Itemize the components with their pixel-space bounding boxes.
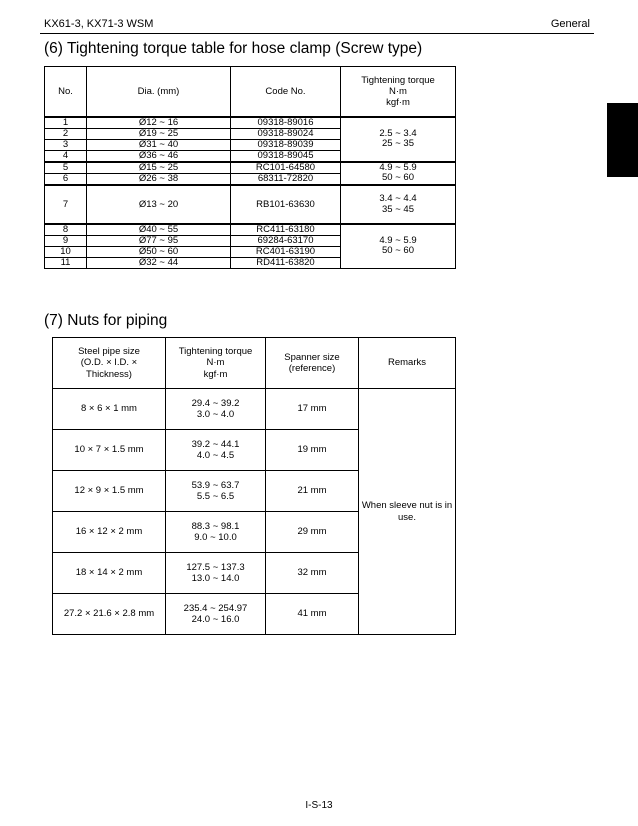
- table-row: [45, 162, 456, 174]
- table-row: [53, 389, 456, 430]
- row-spanner: 19 mm: [266, 430, 359, 471]
- row-dia: Ø40 ~ 55: [87, 224, 231, 236]
- row-code: 09318-89024: [231, 128, 341, 139]
- header-no: No.: [45, 67, 87, 117]
- table-row: [45, 185, 456, 224]
- row-torque: 29.4 ~ 39.2 3.0 ~ 4.0: [166, 389, 266, 430]
- row-code: 68311-72820: [231, 173, 341, 185]
- row-code: RC401-63190: [231, 246, 341, 257]
- header-section: General: [550, 18, 590, 30]
- row-code: RC411-63180: [231, 224, 341, 236]
- section-tab-marker: [607, 103, 638, 177]
- row-torque: 2.5 ~ 3.4 25 ~ 35: [341, 117, 456, 162]
- table-header-row: [53, 338, 456, 389]
- table-row: [45, 117, 456, 129]
- row-code: 69284-63170: [231, 235, 341, 246]
- row-torque: 39.2 ~ 44.1 4.0 ~ 4.5: [166, 430, 266, 471]
- row-torque: 4.9 ~ 5.9 50 ~ 60: [341, 224, 456, 269]
- row-spanner: 21 mm: [266, 471, 359, 512]
- header-dia: Dia. (mm): [87, 67, 231, 117]
- row-no: 5: [45, 162, 87, 174]
- row-no: 7: [45, 185, 87, 224]
- header-title: KX61-3, KX71-3 WSM: [44, 18, 154, 30]
- header-torque: Tightening torque N·m kgf·m: [341, 67, 456, 117]
- row-no: 2: [45, 128, 87, 139]
- piping-nuts-table: [52, 337, 456, 635]
- page-number: I-S-13: [305, 800, 333, 811]
- row-code: RC101-64580: [231, 162, 341, 174]
- row-code: RB101-63630: [231, 185, 341, 224]
- table-header-row: [45, 67, 456, 117]
- row-pipe-size: 10 × 7 × 1.5 mm: [53, 430, 166, 471]
- row-dia: Ø36 ~ 46: [87, 150, 231, 162]
- section7-title: (7) Nuts for piping: [44, 312, 168, 329]
- row-torque: 4.9 ~ 5.9 50 ~ 60: [341, 162, 456, 185]
- remarks-cell: When sleeve nut is in use.: [359, 389, 456, 635]
- row-torque: 88.3 ~ 98.1 9.0 ~ 10.0: [166, 512, 266, 553]
- row-dia: Ø12 ~ 16: [87, 117, 231, 129]
- row-spanner: 41 mm: [266, 594, 359, 635]
- row-no: 3: [45, 139, 87, 150]
- header-pipe-size: Steel pipe size (O.D. × I.D. × Thickness): [53, 338, 166, 389]
- row-code: 09318-89039: [231, 139, 341, 150]
- row-dia: Ø77 ~ 95: [87, 235, 231, 246]
- row-dia: Ø15 ~ 25: [87, 162, 231, 174]
- header-torque: Tightening torque N·m kgf·m: [166, 338, 266, 389]
- header-spanner: Spanner size (reference): [266, 338, 359, 389]
- table-row: [45, 224, 456, 236]
- row-spanner: 29 mm: [266, 512, 359, 553]
- row-code: 09318-89016: [231, 117, 341, 129]
- header-rule: [40, 33, 594, 34]
- row-pipe-size: 8 × 6 × 1 mm: [53, 389, 166, 430]
- row-torque: 127.5 ~ 137.3 13.0 ~ 14.0: [166, 553, 266, 594]
- row-no: 10: [45, 246, 87, 257]
- row-dia: Ø31 ~ 40: [87, 139, 231, 150]
- row-pipe-size: 12 × 9 × 1.5 mm: [53, 471, 166, 512]
- row-pipe-size: 18 × 14 × 2 mm: [53, 553, 166, 594]
- row-code: 09318-89045: [231, 150, 341, 162]
- row-code: RD411-63820: [231, 257, 341, 268]
- row-no: 6: [45, 173, 87, 185]
- row-pipe-size: 16 × 12 × 2 mm: [53, 512, 166, 553]
- row-dia: Ø26 ~ 38: [87, 173, 231, 185]
- hose-clamp-torque-table: [44, 66, 456, 269]
- header-code: Code No.: [231, 67, 341, 117]
- row-dia: Ø50 ~ 60: [87, 246, 231, 257]
- row-no: 9: [45, 235, 87, 246]
- row-no: 4: [45, 150, 87, 162]
- row-no: 8: [45, 224, 87, 236]
- row-no: 1: [45, 117, 87, 129]
- row-spanner: 32 mm: [266, 553, 359, 594]
- row-pipe-size: 27.2 × 21.6 × 2.8 mm: [53, 594, 166, 635]
- section6-title: (6) Tightening torque table for hose clamp (Screw type): [44, 40, 423, 57]
- row-spanner: 17 mm: [266, 389, 359, 430]
- row-no: 11: [45, 257, 87, 268]
- row-dia: Ø13 ~ 20: [87, 185, 231, 224]
- row-torque: 235.4 ~ 254.97 24.0 ~ 16.0: [166, 594, 266, 635]
- row-dia: Ø19 ~ 25: [87, 128, 231, 139]
- row-torque: 3.4 ~ 4.4 35 ~ 45: [341, 185, 456, 224]
- row-dia: Ø32 ~ 44: [87, 257, 231, 268]
- header-remarks: Remarks: [359, 338, 456, 389]
- row-torque: 53.9 ~ 63.7 5.5 ~ 6.5: [166, 471, 266, 512]
